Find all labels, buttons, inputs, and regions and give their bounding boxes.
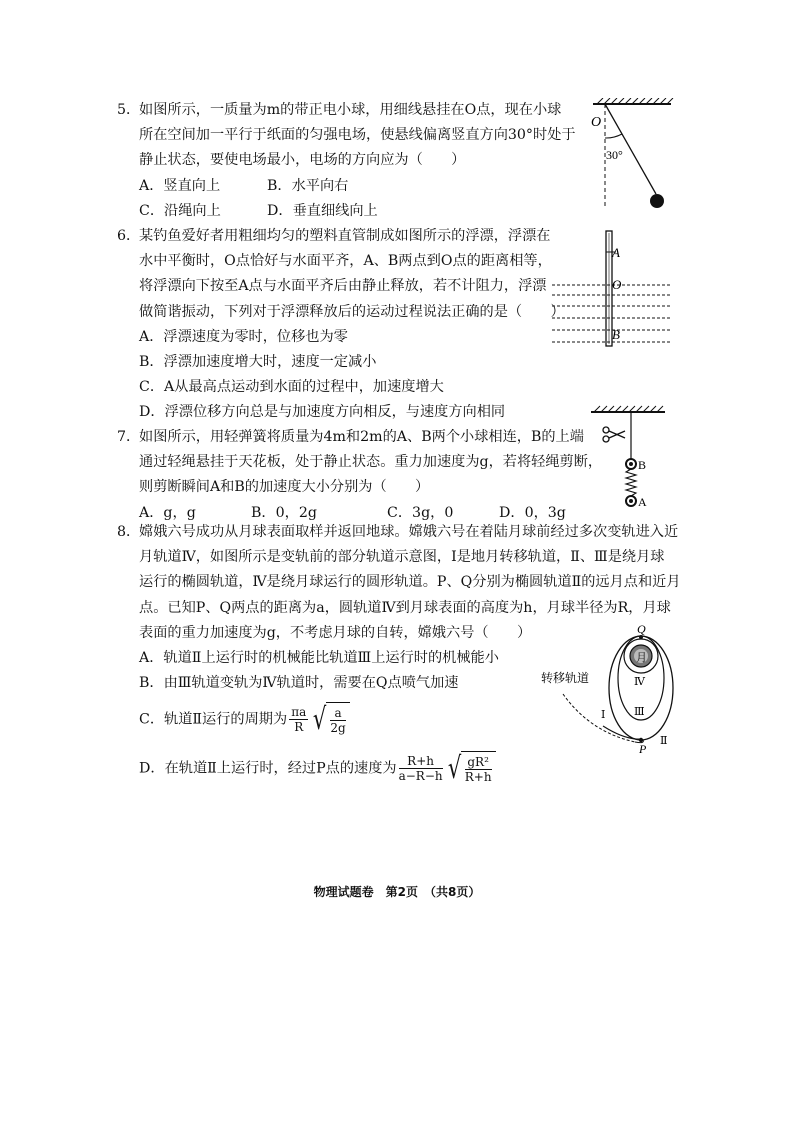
orbit-ii-label: Ⅱ bbox=[660, 735, 668, 747]
point-o-label: O bbox=[591, 115, 602, 130]
option-d[interactable]: D．垂直细线向上 bbox=[267, 202, 378, 219]
question-text-line: 通过轻绳悬挂于天花板，处于静止状态。重力加速度为g，若将轻绳剪断， bbox=[139, 454, 603, 471]
option-d[interactable] bbox=[117, 751, 681, 786]
question-text-line: 月轨道Ⅳ，如图所示是变轨前的部分轨道示意图，Ⅰ是地月转移轨道，Ⅱ、Ⅲ是绕月球 bbox=[139, 549, 665, 566]
square-root: √ $\frac{a}{2g}$ bbox=[310, 702, 349, 737]
option-b[interactable]: B．水平向右 bbox=[267, 177, 349, 194]
option-c[interactable]: C．3g，0 bbox=[387, 504, 454, 521]
ball-b-label: B bbox=[638, 458, 647, 472]
question-text-line: 运行的椭圆轨道，Ⅳ是绕月球运行的圆形轨道。P、Q分别为椭圆轨道Ⅱ的远月点和近月 bbox=[139, 574, 681, 591]
question-text-line: 如图所示，一质量为m的带正电小球，用细线悬挂在O点，现在小球 bbox=[139, 102, 562, 118]
question-text-line: 将浮漂向下按至A点与水面平齐后由静止释放，若不计阻力，浮漂 bbox=[139, 278, 547, 295]
spring-figure bbox=[585, 405, 667, 515]
question-7 bbox=[117, 425, 602, 526]
option-c[interactable]: C．沿绳向上 bbox=[139, 202, 221, 219]
option-b[interactable]: B．由Ⅲ轨道变轨为Ⅳ轨道时，需要在Q点喷气加速 bbox=[139, 675, 459, 692]
fraction: $\frac{R+h}{a-R-h}$ bbox=[398, 754, 443, 784]
point-a-label: A bbox=[612, 245, 620, 260]
option-a[interactable]: A．g，g bbox=[139, 504, 196, 521]
question-text-line: 静止状态，要使电场最小，电场的方向应为（ ） bbox=[139, 152, 466, 169]
question-number: 6． bbox=[117, 228, 141, 244]
question-text-line: 如图所示，用轻弹簧将质量为4m和2m的A、B两个小球相连，B的上端 bbox=[139, 429, 584, 445]
question-text-line: 所在空间加一平行于纸面的匀强电场，使悬线偏离竖直方向30°时处于 bbox=[139, 127, 576, 144]
question-number: 7． bbox=[117, 429, 141, 445]
moon-label: 月 bbox=[636, 652, 647, 664]
option-d[interactable]: D．0，3g bbox=[499, 504, 566, 521]
point-q-label: Q bbox=[637, 622, 646, 636]
question-number: 5． bbox=[117, 102, 141, 118]
orbit-iv-label: Ⅳ bbox=[634, 676, 645, 688]
option-a[interactable]: A．浮漂速度为零时，位移也为零 bbox=[139, 328, 348, 345]
question-5 bbox=[117, 98, 576, 224]
transfer-orbit-label: 转移轨道 bbox=[541, 671, 590, 685]
float-figure bbox=[550, 228, 675, 356]
option-c[interactable]: C．A从最高点运动到水面的过程中，加速度增大 bbox=[139, 379, 444, 396]
page-footer: 物理试题卷 第2页 （共8页） bbox=[313, 885, 481, 899]
question-text-line: 某钓鱼爱好者用粗细均匀的塑料直管制成如图所示的浮漂，浮漂在 bbox=[139, 228, 551, 244]
fraction: $\frac{\pi a}{R}$ bbox=[291, 705, 307, 735]
orbit-i-label: Ⅰ bbox=[601, 709, 606, 721]
option-c-text: C．轨道Ⅱ运行的周期为 bbox=[139, 711, 288, 728]
point-o-label: O bbox=[612, 277, 622, 292]
question-text-line: 点。已知P、Q两点的距离为a，圆轨道Ⅳ到月球表面的高度为h，月球半径为R，月球 bbox=[139, 599, 671, 616]
ball-a-label: A bbox=[638, 495, 647, 509]
question-6 bbox=[117, 224, 565, 426]
question-text-line: 做简谐振动，下列对于浮漂释放后的运动过程说法正确的是（ ） bbox=[139, 303, 565, 320]
orbit-figure bbox=[535, 622, 695, 754]
question-text-line: 表面的重力加速度为g，不考虑月球的自转，嫦娥六号（ ） bbox=[139, 624, 532, 641]
option-a[interactable]: A．轨道Ⅱ上运行时的机械能比轨道Ⅲ上运行时的机械能小 bbox=[139, 650, 499, 667]
point-p-label: P bbox=[639, 742, 647, 754]
pendulum-figure bbox=[585, 98, 675, 213]
point-b-label: B bbox=[612, 327, 620, 342]
option-d[interactable]: D．浮漂位移方向总是与加速度方向相反，与速度方向相同 bbox=[139, 404, 506, 421]
option-d-text: D．在轨道Ⅱ上运行时，经过P点的速度为 bbox=[139, 760, 397, 777]
option-b[interactable]: B．浮漂加速度增大时，速度一定减小 bbox=[139, 354, 377, 371]
question-text-line: 嫦娥六号成功从月球表面取样并返回地球。嫦娥六号在着陆月球前经过多次变轨进入近 bbox=[139, 524, 679, 540]
question-text-line: 水中平衡时，O点恰好与水面平齐，A、B两点到O点的距离相等， bbox=[139, 253, 552, 270]
square-root: √ $\frac{\text{gR²}}{R+h}$ bbox=[445, 751, 496, 786]
option-a[interactable]: A．竖直向上 bbox=[139, 177, 221, 194]
scissors-icon bbox=[603, 427, 625, 442]
orbit-iii-label: Ⅲ bbox=[634, 706, 645, 718]
question-text-line: 则剪断瞬间A和B的加速度大小分别为（ ） bbox=[139, 479, 430, 496]
option-b[interactable]: B．0，2g bbox=[251, 504, 317, 521]
question-number: 8． bbox=[117, 524, 141, 540]
angle-label: 30° bbox=[606, 148, 623, 162]
